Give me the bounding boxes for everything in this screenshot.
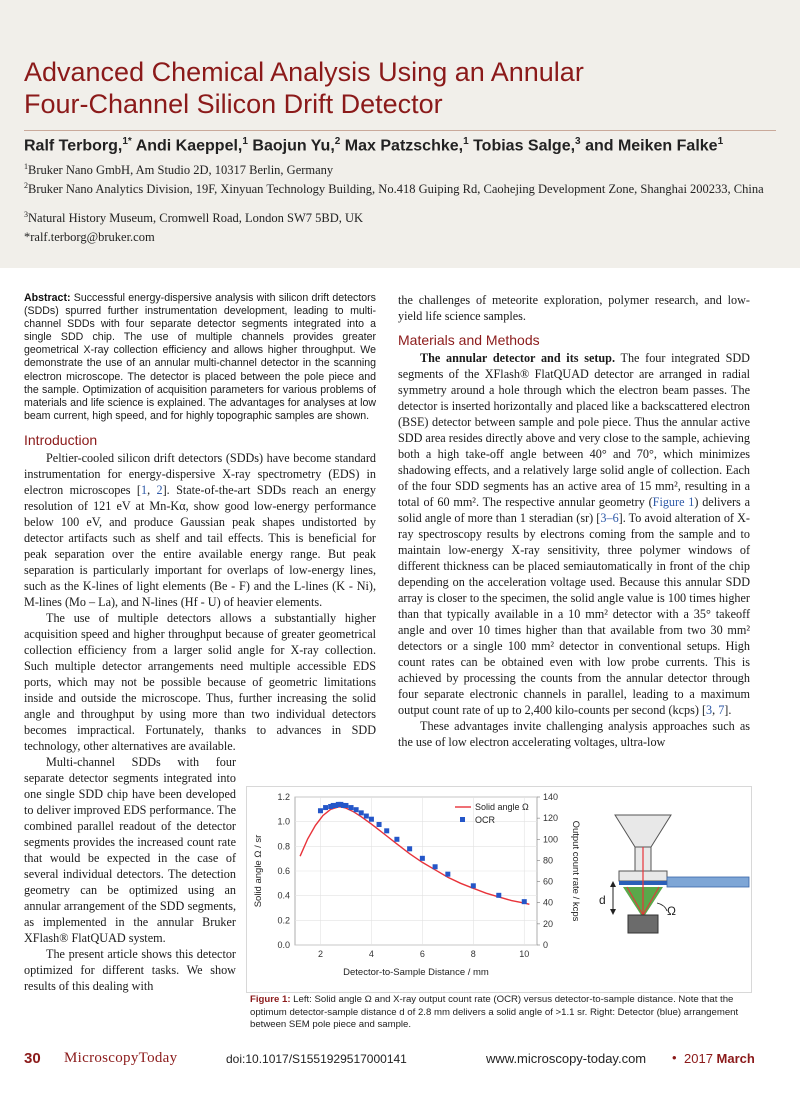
page-footer	[0, 1046, 800, 1076]
ocr-data-point	[364, 814, 369, 819]
intro-paragraph-1	[24, 450, 376, 610]
author-list	[24, 136, 784, 155]
ocr-data-point	[349, 805, 354, 810]
text-run: ]. State-of-the-art SDDs reach an energy resolution of 121 eV at Mn-Kα, show good low-energy performance below 100 eV, and produce Gaussian peak shapes undistorted by detector artifacts such as shelf and tail effects. This is beneficial for peak separation over the entire available energy range. But peak separation is particularly important for overlaps of low-energy lines, such as the K-lines of light elements (Be - F) and the L-lines (K - Ni), M-lines (Mo – La), and N-lines (Hf - U) of heavier elements.	[24, 482, 376, 609]
figure-1-caption	[250, 994, 750, 1032]
detector-diagram	[599, 815, 749, 933]
text-run: ,	[712, 703, 719, 717]
title-rule	[24, 130, 776, 131]
ocr-data-point	[318, 808, 323, 813]
figure-link[interactable]: Figure 1	[652, 495, 695, 509]
caption-text: Left: Solid angle Ω and X-ray output count rate (OCR) versus detector-to-sample distance. Note that the optimum detector-sample distance d of 2.8 mm delivers a solid angle of >1.1 sr. Right: Detector (blue) arrangement between SEM pole piece and sample.	[250, 994, 739, 1030]
author: Baojun Yu,	[252, 137, 335, 155]
y2-tick-label: 20	[543, 918, 554, 929]
y-tick-label: 0.0	[277, 940, 290, 950]
author: Tobias Salge,	[473, 137, 576, 155]
author-sup: 3	[575, 136, 581, 147]
footer-bullet: •	[672, 1050, 677, 1065]
ocr-data-point	[354, 807, 359, 812]
author: Max Patzschke,	[344, 137, 464, 155]
ocr-data-point	[445, 872, 450, 877]
y-tick-label: 0.4	[277, 890, 290, 901]
title-line-2: Four-Channel Silicon Drift Detector	[24, 89, 443, 119]
ocr-data-point	[420, 856, 425, 861]
legend-label: OCR	[475, 815, 495, 825]
omega-label: Ω	[667, 904, 676, 918]
citation-link[interactable]: 3	[706, 703, 713, 717]
ocr-data-point	[377, 822, 382, 827]
y2-tick-label: 140	[543, 792, 559, 802]
text-run: ) delivers a solid angle of more than 1 steradian (sr) [	[398, 495, 750, 525]
author-sup: 2	[334, 136, 341, 147]
affiliation-3	[24, 206, 764, 227]
ocr-data-point	[433, 864, 438, 869]
ocr-data-point	[384, 828, 389, 833]
omega-arc	[657, 903, 667, 911]
ocr-data-point	[369, 817, 374, 822]
text-run: The four integrated SDD segments of the XFlash® FlatQUAD detector are arranged in radial symmetry around a hole through which the electron beam passes. The detector is inserted horizontally and placed like a backscattered electron (BSE) detector between sample and pole piece. Thus the annular active SDD area resides directly above and very close to the sample, achieving both a high take-off angle between 40° and 70°, which minimizes shadowing effects, and a relatively large solid angle of collection. Each of the four SDD segments has an active area of 15 mm², resulting in a total of 60 mm². The respective annular geometry (	[398, 351, 750, 509]
author-sup: 1	[463, 136, 469, 147]
ocr-data-point	[407, 846, 412, 851]
text-run: ,	[147, 482, 157, 497]
x-tick-label: 4	[368, 949, 374, 959]
journal-logo: MicroscopyToday	[64, 1050, 178, 1066]
y-tick-label: 0.2	[277, 915, 290, 926]
ocr-data-point	[471, 883, 476, 888]
x-tick-label: 6	[419, 949, 425, 959]
ocr-data-point	[522, 899, 527, 904]
affil-num: 3	[24, 210, 28, 219]
x-axis-label: Detector-to-Sample Distance / mm	[343, 967, 489, 978]
corresponding-email[interactable]: *ralf.terborg@bruker.com	[24, 230, 155, 244]
author-sup: 1*	[122, 136, 132, 147]
x-tick-label: 2	[317, 949, 323, 959]
chart-plot	[253, 792, 581, 978]
y-tick-label: 1.2	[277, 792, 290, 802]
affiliation-1	[24, 158, 764, 179]
doi-link[interactable]: doi:10.1017/S1551929517000141	[226, 1052, 407, 1066]
y2-tick-label: 60	[543, 876, 554, 887]
legend-label: Solid angle Ω	[475, 802, 529, 812]
arrow-head-up	[610, 881, 616, 887]
issue-date	[684, 1051, 755, 1066]
intro-paragraph-2: The use of multiple detectors allows a substantially higher acquisition speed and higher throughput because of greater geometrical collection efficiency from a larger solid angle for X-ray collection. Such multiple detector arrangements need multiple accessible EDS ports, which may not be possible because of geometric limitations inside and outside the microscope. Thus, further increasing the solid angle and throughput by using more than two individual detectors becomes impractical. Fortunately, thanks to advances in SDD technology, other alternatives are available.	[24, 610, 376, 753]
sample-block	[628, 915, 658, 933]
affil-num: 1	[24, 162, 28, 171]
methods-heading: Materials and Methods	[398, 332, 540, 348]
title-line-1: Advanced Chemical Analysis Using an Annular	[24, 57, 584, 87]
website-link[interactable]: www.microscopy-today.com	[486, 1051, 647, 1066]
ocr-data-point	[359, 810, 364, 815]
ocr-data-point	[323, 805, 328, 810]
methods-subheading: The annular detector and its setup.	[420, 351, 616, 365]
affil-text: Bruker Nano GmbH, Am Studio 2D, 10317 Berlin, Germany	[28, 163, 334, 178]
citation-link[interactable]: 7	[718, 703, 725, 717]
intro-paragraph-3: Multi-channel SDDs with four separate detector segments integrated into one single SDD chip have been developed to deliver improved EDS performance. The combined parallel readout of the detector segments provides the increased count rate that would be expected in the case of several individual detectors. The detection geometry can be optimized using an annular arrangement of the SDD segments, as implemented in the annular Bruker XFlash® FlatQUAD system.	[24, 754, 236, 945]
arrow-head-down	[610, 909, 616, 915]
author: Andi Kaeppel,	[135, 137, 243, 155]
y2-tick-label: 120	[543, 813, 559, 824]
intro-paragraph-4: The present article shows this detector optimized for different tasks. We show results of this dealing with	[24, 946, 236, 993]
intro-heading: Introduction	[24, 431, 98, 448]
citation-link[interactable]: 3–6	[600, 511, 619, 525]
abstract-text: Successful energy-dispersive analysis with silicon drift detectors (SDDs) spurred further instrumentation development, leading to multi-channel SDDs with four separate detector segments integrated into a single SDD chip. The use of multiple channels provides greater geometrical X-ray collection efficiency and allows higher throughput. We demonstrate the use of an annular multi-channel detector in the scanning electron microscope. The detector is placed between the pole piece and the sample. Optimization of acquisition parameters for various problems of materials and life science is explained. The advantages for analyses at low beam current, high speed, and for highly topographic samples are shown.	[24, 292, 376, 422]
methods-paragraph-1	[398, 350, 750, 718]
y2-tick-label: 0	[543, 940, 549, 950]
text-run: ]. To avoid alteration of X-ray spectroscopy results by electrons coming from the sample and to maintain low-energy X-ray sensitivity, three polymer windows of different thickness can be placed semiautomatically in front of the chip depending on the acceleration voltage used. Because this annular SDD array is closer to the specimen, the solid angle value is 100 times higher than that typically available in a 10 mm² detector with a 35° takeoff angle and over 10 times higher than that available from two 30 mm² detectors or a single 100 mm² detector in conventional setups. High count rates can be obtained even with low probe currents. This is achieved by processing the counts from the annular detector through four separate electronic channels in parallel, leading to a maximum output count rate of up to 2,400 kilo-counts per second (kcps) [	[398, 511, 750, 717]
y-axis-label: Solid angle Ω / sr	[253, 834, 264, 908]
text-run: Peltier-cooled silicon drift detectors (SDDs) have become standard instrumentation for energy-dispersive X-ray spectrometry (EDS) in electron microscopes [	[24, 450, 376, 497]
detector-arm	[667, 877, 749, 887]
citation-link[interactable]: 2	[156, 482, 163, 497]
page-number: 30	[24, 1050, 41, 1067]
affiliation-2	[24, 177, 764, 198]
ocr-data-point	[343, 803, 348, 808]
ocr-data-point	[496, 893, 501, 898]
issue-year: 2017	[684, 1051, 713, 1066]
y2-tick-label: 100	[543, 834, 559, 845]
x-tick-label: 10	[519, 949, 530, 959]
abstract	[24, 292, 376, 423]
y-tick-label: 1.0	[277, 816, 290, 827]
issue-month: March	[716, 1051, 755, 1066]
author-sup: 1	[242, 136, 248, 147]
figure-1	[246, 786, 752, 993]
affil-text: Bruker Nano Analytics Division, 19F, Xinyuan Technology Building, No.418 Guiping Rd, Caohejing Development Zone, Shanghai 200233, China	[28, 182, 764, 197]
y-tick-label: 0.6	[277, 866, 290, 876]
author-sup: 1	[717, 136, 724, 147]
pole-piece-cone	[615, 815, 671, 847]
citation-link[interactable]: 1	[140, 482, 148, 497]
y2-tick-label: 40	[543, 897, 554, 908]
methods-paragraph-2: These advantages invite challenging analysis approaches such as the use of low electron accelerating voltages, ultra-low	[398, 719, 750, 749]
author: and Meiken Falke	[585, 137, 718, 155]
affil-num: 2	[24, 181, 28, 190]
right-column	[398, 292, 750, 750]
legend-swatch-square	[460, 817, 465, 822]
caption-label: Figure 1:	[250, 994, 291, 1005]
distance-label: d	[599, 893, 606, 907]
author: Ralf Terborg,	[24, 137, 123, 155]
ocr-data-point	[394, 837, 399, 842]
y2-axis-label: Output count rate / kcps	[570, 820, 581, 922]
right-continuation: the challenges of meteorite exploration, polymer research, and low-yield life science samples.	[398, 293, 750, 323]
y2-tick-label: 80	[543, 855, 554, 866]
affil-text: Natural History Museum, Cromwell Road, London SW7 5BD, UK	[28, 211, 364, 226]
text-run: ].	[724, 703, 732, 717]
abstract-label: Abstract:	[24, 292, 71, 304]
x-tick-label: 8	[470, 949, 476, 959]
header-band	[0, 0, 800, 268]
figure-1-svg	[247, 787, 751, 992]
y-tick-label: 0.8	[277, 841, 290, 852]
article-title	[24, 56, 764, 120]
